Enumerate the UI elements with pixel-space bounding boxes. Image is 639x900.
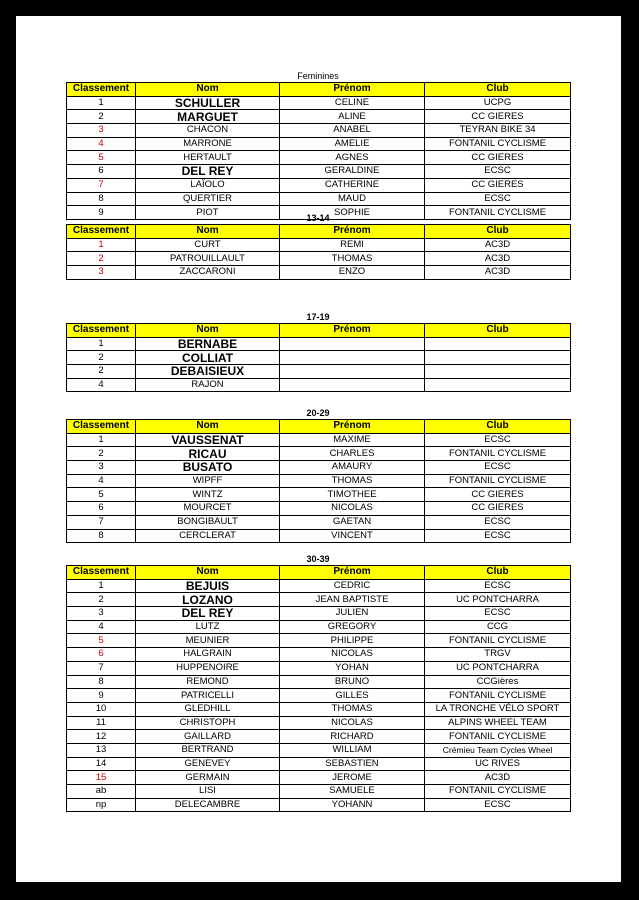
name-cell: HALGRAIN [136, 648, 280, 662]
rank-cell: 2 [67, 447, 136, 461]
club-cell: UC PONTCHARRA [425, 661, 571, 675]
name-cell: WINTZ [136, 488, 280, 502]
table-row [67, 96, 571, 110]
first-name-cell: PHILIPPE [280, 634, 425, 648]
section-title: Feminines [297, 71, 339, 81]
club-cell: AC3D [425, 266, 571, 280]
section-feminines [66, 71, 570, 220]
section-17-19 [66, 312, 570, 392]
rank-cell: 4 [67, 378, 136, 392]
club-cell: FONTANIL CYCLISME [425, 474, 571, 488]
first-name-cell: NICOLAS [280, 648, 425, 662]
name-cell: CURT [136, 238, 280, 252]
club-cell [425, 365, 571, 379]
club-cell: CCG [425, 620, 571, 634]
first-name-cell: JULIEN [280, 607, 425, 621]
header-club: Club [425, 566, 571, 580]
name-cell: LISI [136, 785, 280, 799]
table-row [67, 137, 571, 151]
table-row [67, 757, 571, 771]
club-cell: FONTANIL CYCLISME [425, 634, 571, 648]
club-cell: ECSC [425, 798, 571, 812]
table-row [67, 461, 571, 475]
first-name-cell: GAETAN [280, 515, 425, 529]
table-row [67, 515, 571, 529]
first-name-cell: THOMAS [280, 702, 425, 716]
name-cell: GAILLARD [136, 730, 280, 744]
club-cell: LA TRONCHE VÉLO SPORT [425, 702, 571, 716]
club-cell: Crémieu Team Cycles Wheel [425, 743, 571, 757]
first-name-cell: CATHERINE [280, 178, 425, 192]
first-name-cell: THOMAS [280, 252, 425, 266]
rank-cell: 1 [67, 579, 136, 593]
first-name-cell: SAMUELE [280, 785, 425, 799]
club-cell: ECSC [425, 165, 571, 179]
rank-cell: 7 [67, 515, 136, 529]
rank-cell: 7 [67, 661, 136, 675]
header-first-name: Prénom [280, 420, 425, 434]
club-cell: ECSC [425, 461, 571, 475]
table-row [67, 743, 571, 757]
club-cell: CCGières [425, 675, 571, 689]
first-name-cell: WILLIAM [280, 743, 425, 757]
first-name-cell: CEDRIC [280, 579, 425, 593]
name-cell: DEL REY [136, 607, 280, 621]
header-row [67, 420, 571, 434]
first-name-cell: SOPHIE [280, 206, 425, 220]
table-row [67, 785, 571, 799]
name-cell: GENEVEY [136, 757, 280, 771]
header-first-name: Prénom [280, 324, 425, 338]
table-row [67, 620, 571, 634]
rank-cell: 8 [67, 529, 136, 543]
rank-cell: 6 [67, 648, 136, 662]
club-cell: ALPINS WHEEL TEAM [425, 716, 571, 730]
rank-cell: 8 [67, 675, 136, 689]
table-row [67, 716, 571, 730]
rank-cell: 1 [67, 238, 136, 252]
table-row [67, 474, 571, 488]
name-cell: RAJON [136, 378, 280, 392]
rank-cell: 6 [67, 165, 136, 179]
table-row [67, 648, 571, 662]
rank-cell: 4 [67, 474, 136, 488]
table-row [67, 238, 571, 252]
name-cell: MARRONE [136, 137, 280, 151]
first-name-cell [280, 365, 425, 379]
header-row [67, 225, 571, 239]
first-name-cell: TIMOTHEE [280, 488, 425, 502]
results-table [66, 565, 571, 812]
first-name-cell: ALINE [280, 110, 425, 124]
name-cell: PATRICELLI [136, 689, 280, 703]
header-name: Nom [136, 83, 280, 97]
results-table [66, 224, 571, 280]
name-cell: RICAU [136, 447, 280, 461]
club-cell: ECSC [425, 529, 571, 543]
first-name-cell: THOMAS [280, 474, 425, 488]
header-first-name: Prénom [280, 566, 425, 580]
club-cell: ECSC [425, 515, 571, 529]
results-table [66, 323, 571, 392]
name-cell: WIPFF [136, 474, 280, 488]
table-row [67, 661, 571, 675]
table-row [67, 447, 571, 461]
rank-cell: np [67, 798, 136, 812]
header-club: Club [425, 83, 571, 97]
name-cell: CHRISTOPH [136, 716, 280, 730]
rank-cell: 1 [67, 337, 136, 351]
name-cell: CHACON [136, 124, 280, 138]
header-club: Club [425, 225, 571, 239]
name-cell: COLLIAT [136, 351, 280, 365]
club-cell: CC GIERES [425, 110, 571, 124]
header-rank: Classement [67, 225, 136, 239]
first-name-cell: ANABEL [280, 124, 425, 138]
rank-cell: ab [67, 785, 136, 799]
rank-cell: 3 [67, 607, 136, 621]
rank-cell: 5 [67, 151, 136, 165]
rank-cell: 3 [67, 266, 136, 280]
club-cell [425, 378, 571, 392]
results-table [66, 419, 571, 543]
rank-cell: 5 [67, 488, 136, 502]
rank-cell: 6 [67, 502, 136, 516]
first-name-cell: GERALDINE [280, 165, 425, 179]
name-cell: LOZANO [136, 593, 280, 607]
club-cell [425, 351, 571, 365]
rank-cell: 10 [67, 702, 136, 716]
club-cell: FONTANIL CYCLISME [425, 689, 571, 703]
table-row [67, 337, 571, 351]
club-cell: FONTANIL CYCLISME [425, 137, 571, 151]
header-name: Nom [136, 566, 280, 580]
name-cell: DEBAISIEUX [136, 365, 280, 379]
first-name-cell: YOHAN [280, 661, 425, 675]
results-table [66, 82, 571, 220]
first-name-cell: SEBASTIEN [280, 757, 425, 771]
rank-cell: 2 [67, 593, 136, 607]
section-30-39 [66, 554, 570, 812]
header-row [67, 566, 571, 580]
name-cell: HUPPENOIRE [136, 661, 280, 675]
table-row [67, 529, 571, 543]
rank-cell: 2 [67, 351, 136, 365]
table-row [67, 607, 571, 621]
club-cell: UC PONTCHARRA [425, 593, 571, 607]
table-row [67, 378, 571, 392]
table-row [67, 634, 571, 648]
name-cell: MEUNIER [136, 634, 280, 648]
rank-cell: 11 [67, 716, 136, 730]
name-cell: LAÏOLO [136, 178, 280, 192]
rank-cell: 4 [67, 137, 136, 151]
club-cell: AC3D [425, 238, 571, 252]
first-name-cell: NICOLAS [280, 502, 425, 516]
table-row [67, 192, 571, 206]
table-row [67, 798, 571, 812]
section-title: 20-29 [306, 408, 330, 418]
rank-cell: 9 [67, 206, 136, 220]
rank-cell: 5 [67, 634, 136, 648]
rank-cell: 12 [67, 730, 136, 744]
first-name-cell [280, 378, 425, 392]
first-name-cell: VINCENT [280, 529, 425, 543]
first-name-cell: BRUNO [280, 675, 425, 689]
first-name-cell: YOHANN [280, 798, 425, 812]
name-cell: ZACCARONI [136, 266, 280, 280]
table-row [67, 110, 571, 124]
section-13-14 [66, 213, 570, 280]
table-row [67, 178, 571, 192]
club-cell: FONTANIL CYCLISME [425, 206, 571, 220]
first-name-cell: CELINE [280, 96, 425, 110]
club-cell: FONTANIL CYCLISME [425, 785, 571, 799]
rank-cell: 7 [67, 178, 136, 192]
club-cell: FONTANIL CYCLISME [425, 447, 571, 461]
first-name-cell: AMELIE [280, 137, 425, 151]
header-rank: Classement [67, 420, 136, 434]
club-cell: ECSC [425, 579, 571, 593]
name-cell: GLEDHILL [136, 702, 280, 716]
rank-cell: 4 [67, 620, 136, 634]
first-name-cell: JEROME [280, 771, 425, 785]
club-cell: CC GIERES [425, 488, 571, 502]
club-cell: ECSC [425, 192, 571, 206]
club-cell: FONTANIL CYCLISME [425, 730, 571, 744]
table-row [67, 351, 571, 365]
rank-cell: 2 [67, 110, 136, 124]
club-cell: CC GIERES [425, 151, 571, 165]
header-rank: Classement [67, 83, 136, 97]
table-row [67, 689, 571, 703]
name-cell: HERTAULT [136, 151, 280, 165]
first-name-cell [280, 337, 425, 351]
header-row [67, 324, 571, 338]
first-name-cell: AGNES [280, 151, 425, 165]
table-row [67, 252, 571, 266]
club-cell: AC3D [425, 252, 571, 266]
name-cell: REMOND [136, 675, 280, 689]
table-row [67, 151, 571, 165]
name-cell: DELECAMBRE [136, 798, 280, 812]
name-cell: BERTRAND [136, 743, 280, 757]
first-name-cell: ENZO [280, 266, 425, 280]
table-row [67, 730, 571, 744]
header-name: Nom [136, 225, 280, 239]
club-cell: TRGV [425, 648, 571, 662]
first-name-cell: GREGORY [280, 620, 425, 634]
table-row [67, 502, 571, 516]
rank-cell: 15 [67, 771, 136, 785]
name-cell: BERNABE [136, 337, 280, 351]
table-row [67, 365, 571, 379]
table-row [67, 488, 571, 502]
name-cell: BONGIBAULT [136, 515, 280, 529]
name-cell: SCHULLER [136, 96, 280, 110]
table-row [67, 266, 571, 280]
club-cell: ECSC [425, 433, 571, 447]
rank-cell: 3 [67, 461, 136, 475]
name-cell: PATROUILLAULT [136, 252, 280, 266]
first-name-cell: NICOLAS [280, 716, 425, 730]
name-cell: BUSATO [136, 461, 280, 475]
name-cell: MOURCET [136, 502, 280, 516]
name-cell: DEL REY [136, 165, 280, 179]
table-row [67, 675, 571, 689]
club-cell: TEYRAN BIKE 34 [425, 124, 571, 138]
first-name-cell: AMAURY [280, 461, 425, 475]
first-name-cell [280, 351, 425, 365]
name-cell: MARGUET [136, 110, 280, 124]
rank-cell: 8 [67, 192, 136, 206]
table-row [67, 433, 571, 447]
rank-cell: 2 [67, 365, 136, 379]
rank-cell: 1 [67, 433, 136, 447]
header-rank: Classement [67, 324, 136, 338]
first-name-cell: JEAN BAPTISTE [280, 593, 425, 607]
club-cell: UC RIVES [425, 757, 571, 771]
first-name-cell: MAXIME [280, 433, 425, 447]
club-cell [425, 337, 571, 351]
rank-cell: 14 [67, 757, 136, 771]
section-title: 17-19 [306, 312, 330, 322]
table-row [67, 771, 571, 785]
name-cell: CERCLERAT [136, 529, 280, 543]
table-row [67, 579, 571, 593]
header-first-name: Prénom [280, 83, 425, 97]
results-page [16, 16, 621, 882]
name-cell: VAUSSENAT [136, 433, 280, 447]
club-cell: UCPG [425, 96, 571, 110]
table-row [67, 165, 571, 179]
club-cell: CC GIERES [425, 502, 571, 516]
header-name: Nom [136, 324, 280, 338]
section-20-29 [66, 408, 570, 543]
table-row [67, 702, 571, 716]
header-name: Nom [136, 420, 280, 434]
table-row [67, 593, 571, 607]
section-title: 13-14 [306, 213, 330, 223]
rank-cell: 13 [67, 743, 136, 757]
header-row [67, 83, 571, 97]
first-name-cell: RICHARD [280, 730, 425, 744]
name-cell: PIOT [136, 206, 280, 220]
header-rank: Classement [67, 566, 136, 580]
first-name-cell: REMI [280, 238, 425, 252]
name-cell: QUERTIER [136, 192, 280, 206]
club-cell: AC3D [425, 771, 571, 785]
rank-cell: 9 [67, 689, 136, 703]
header-club: Club [425, 420, 571, 434]
first-name-cell: GILLES [280, 689, 425, 703]
table-row [67, 124, 571, 138]
first-name-cell: CHARLES [280, 447, 425, 461]
rank-cell: 3 [67, 124, 136, 138]
name-cell: LUTZ [136, 620, 280, 634]
rank-cell: 1 [67, 96, 136, 110]
club-cell: CC GIERES [425, 178, 571, 192]
name-cell: BEJUIS [136, 579, 280, 593]
header-first-name: Prénom [280, 225, 425, 239]
section-title: 30-39 [306, 554, 330, 564]
club-cell: ECSC [425, 607, 571, 621]
name-cell: GERMAIN [136, 771, 280, 785]
header-club: Club [425, 324, 571, 338]
first-name-cell: MAUD [280, 192, 425, 206]
rank-cell: 2 [67, 252, 136, 266]
